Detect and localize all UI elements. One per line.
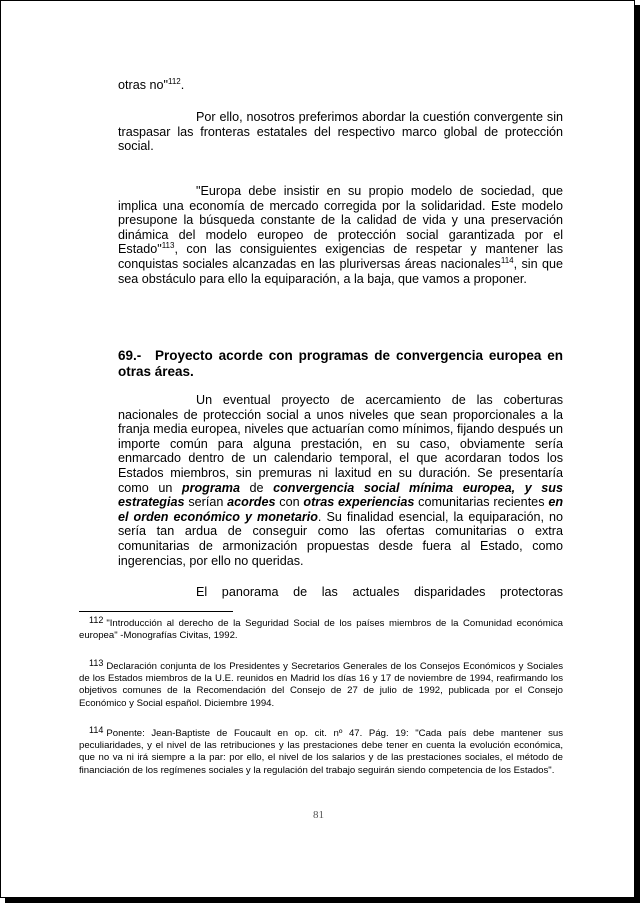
paragraph-continuation: otras no"$^{112}$. [118, 77, 185, 92]
footnote-ref: 112 [167, 77, 181, 86]
footnote-separator [79, 611, 233, 612]
quote-paragraph: "Europa debe insistir en su propio modelo de sociedad, que implica una economía de mercado corregida por la solidaridad. Este modelo presupone la búsqueda constante de la calidad de vida y una preservación dinámica del modelo europeo de protección social garantizada por el Estado"$^{113}$, con las consiguientes exigencias de respetar y mantener las conquistas sociales alcanzadas en las pluriversas áreas nacionales$^{114}$, sin que sea obstáculo para ello la equiparación, a la baja, que vamos a proponer. [118, 184, 563, 286]
footnote-112: 112 "Introducción al derecho de la Seguridad Social de los países miembros de la Comunidad económica europea" -Monografías Civitas, 1992. [79, 615, 563, 642]
footnote-ref: 114 [500, 255, 514, 265]
section-heading [118, 348, 563, 379]
footnote-113: 113 Declaración conjunta de los Presidentes y Secretarios Generales de los Consejos Económicos y Sociales de los Estados miembros de la U.E. reunidos en Madrid los días 16 y 17 de noviembre de 1994, reafirmando los objetivos comunes de la Recomendación del Consejo de 27 de julio de 1992, publicada por el Consejo Económico y Social español. Diciembre 1994. [79, 658, 563, 709]
footnote-ref: 113 [161, 241, 175, 251]
section-title: Proyecto acorde con programas de convergencia europea en otras áreas. [118, 348, 563, 379]
trailing-paragraph: El panorama de las actuales disparidades protectoras [196, 585, 563, 599]
paragraph-convergence: Por ello, nosotros preferimos abordar la cuestión convergente sin traspasar las fronteras estatales del respectivo marco global de protección social. [118, 110, 563, 154]
footnote-114: 114 Ponente: Jean-Baptiste de Foucault en op. cit. nº 47. Pág. 19: "Cada país debe mantener sus peculiaridades, y el nivel de las retribuciones y las prestaciones debe tener en cuenta la evolución económica, que no va ni irá siempre a la par: por ello, el nivel de los salarios y de las prestaciones sociales, el método de financiación de los regímenes sociales y la regulación del trabajo seguirán siendo competencia de los Estados". [79, 725, 563, 776]
body-paragraph: Un eventual proyecto de acercamiento de las coberturas nacionales de protección social a unos niveles que sean proporcionales a la franja media europea, niveles que actuarían como mínimos, fijando después un importe común para alguna prestación, en su caso, obviamente sería enmarcado dentro de un calendario temporal, el que acordaran todos los Estados miembros, sin premuras ni laxitud en su duración. Se presentaría como un programa de convergencia social mínima europea, y sus estrategias serían acordes con otras experiencias comunitarias recientes en el orden económico y monetario. Su finalidad esencial, la equiparación, no sería tan ardua de conseguir como las ofertas comunitarias o extra comunitarias de armonización propuestas desde fuera al Estado, como ingerencias, por ello no queridas. [118, 393, 564, 568]
page-number: 81 [313, 809, 324, 821]
section-number: 69.- [118, 348, 142, 363]
